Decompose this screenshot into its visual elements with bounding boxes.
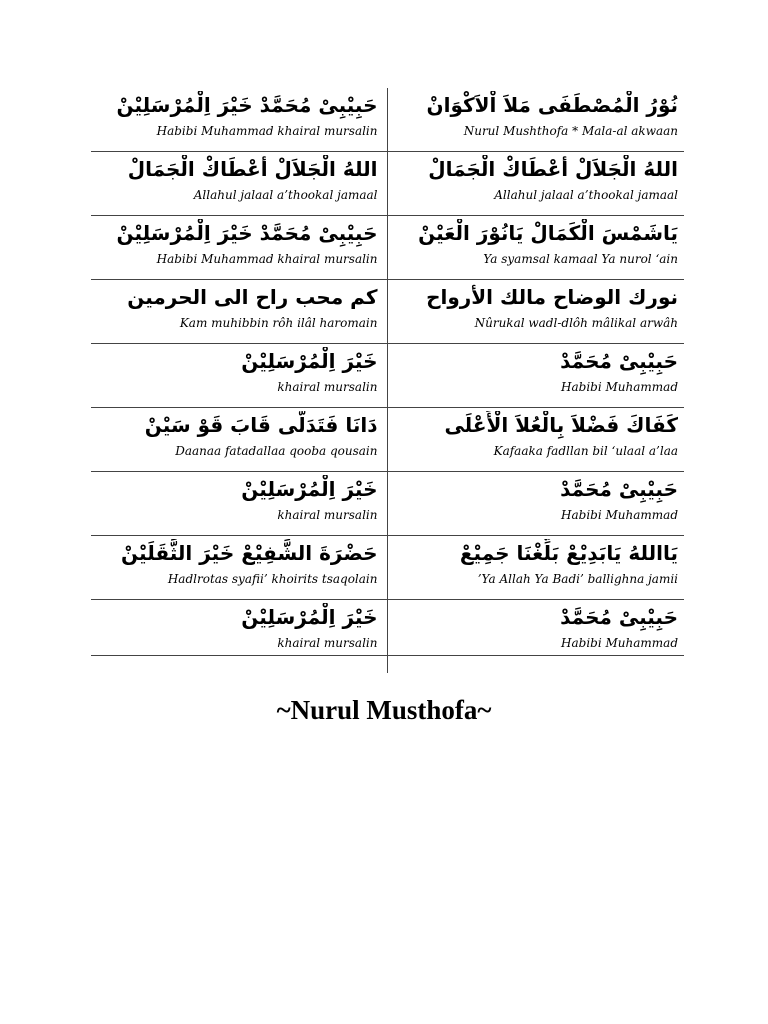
transliteration: Allahul jalaal a’thookal jamaal	[494, 188, 678, 202]
transliteration: Nûrukal wadl-dlôh mâlikal arwâh	[474, 316, 678, 330]
lyrics-cell-left	[91, 152, 388, 215]
transliteration: Hadlrotas syafii’ khoirits tsaqolain	[167, 572, 378, 586]
transliteration: Habibi Muhammad	[561, 636, 678, 650]
lyrics-cell-left	[91, 216, 388, 279]
transliteration: khairal mursalin	[277, 380, 378, 394]
lyrics-cell-left	[91, 88, 388, 151]
lyrics-row-8	[91, 536, 684, 600]
lyrics-cell-right	[388, 152, 685, 215]
lyrics-cell-right	[388, 280, 685, 343]
lyrics-row-1	[91, 88, 684, 152]
transliteration: Habibi Muhammad	[561, 380, 678, 394]
arabic-verse: حَبِيْبِىْ مُحَمَّدْ	[560, 349, 678, 373]
transliteration: Habibi Muhammad	[561, 508, 678, 522]
arabic-verse: خَيْرَ اِلْمُرْسَلِيْنْ	[241, 349, 378, 373]
arabic-verse: حَبِيْبِىْ مُحَمَّدْ خَيْرَ اِلْمُرْسَلِيْنْ	[116, 221, 378, 245]
lyrics-cell-right	[388, 88, 685, 151]
lyrics-row-9	[91, 600, 684, 656]
column-divider-stub	[387, 655, 388, 673]
lyrics-cell-left	[91, 600, 388, 655]
transliteration: khairal mursalin	[277, 636, 378, 650]
transliteration: Habibi Muhammad khairal mursalin	[156, 124, 378, 138]
page-title: ~Nurul Musthofa~	[276, 695, 492, 725]
arabic-verse: حَبِيْبِىْ مُحَمَّدْ	[560, 477, 678, 501]
transliteration: khairal mursalin	[277, 508, 378, 522]
transliteration: Ya syamsal kamaal Ya nurol ‘ain	[483, 252, 678, 266]
arabic-verse: نورك الوضاح مالك الأرواح	[426, 285, 678, 309]
arabic-verse: دَانَا فَتَدَلَّى قَابَ قَوْ سَيْنْ	[144, 413, 378, 437]
arabic-verse: اللهُ الْجَلاَلْ أَعْطَاكْ الْجَمَالْ	[428, 157, 678, 181]
transliteration: Habibi Muhammad khairal mursalin	[156, 252, 378, 266]
lyrics-table	[91, 88, 684, 656]
lyrics-cell-right	[388, 344, 685, 407]
transliteration: Allahul jalaal a’thookal jamaal	[193, 188, 378, 202]
arabic-verse: كم محب راح الى الحرمين	[127, 285, 378, 309]
lyrics-row-6	[91, 408, 684, 472]
lyrics-row-5	[91, 344, 684, 408]
transliteration: Kam muhibbin rôh ilâl haromain	[179, 316, 378, 330]
lyrics-row-4	[91, 280, 684, 344]
lyrics-cell-right	[388, 600, 685, 655]
lyrics-cell-left	[91, 408, 388, 471]
arabic-verse: اللهُ الْجَلاَلْ أَعْطَاكْ الْجَمَالْ	[127, 157, 378, 181]
arabic-verse: خَيْرَ اِلْمُرْسَلِيْنْ	[241, 605, 378, 629]
lyrics-row-3	[91, 216, 684, 280]
arabic-verse: يَاشَمْسَ الْكَمَالْ يَانُوْرَ الْعَيْنْ	[418, 221, 678, 245]
arabic-verse: خَيْرَ اِلْمُرْسَلِيْنْ	[241, 477, 378, 501]
arabic-verse: كَفَاكَ فَضْلاَ بِالْعُلاَ الْأَعْلَى	[444, 413, 678, 437]
lyrics-row-7	[91, 472, 684, 536]
lyrics-cell-right	[388, 536, 685, 599]
arabic-verse: حَبِيْبِىْ مُحَمَّدْ خَيْرَ اِلْمُرْسَلِيْنْ	[116, 93, 378, 117]
arabic-verse: يَااللهُ يَابَدِيْعْ بَلِّغْنَا جَمِيْعْ	[459, 541, 678, 565]
lyrics-cell-left	[91, 280, 388, 343]
transliteration: ’Ya Allah Ya Badi’ ballighna jamii	[477, 572, 678, 586]
arabic-verse: نُوْرُ الْمُصْطَفَى مَلاَ اْلاَكْوَانْ	[426, 93, 678, 117]
transliteration: Nurul Mushthofa * Mala-al akwaan	[463, 124, 678, 138]
lyrics-row-2	[91, 152, 684, 216]
lyrics-cell-right	[388, 472, 685, 535]
lyrics-cell-left	[91, 472, 388, 535]
arabic-verse: حَبِيْبِىْ مُحَمَّدْ	[560, 605, 678, 629]
lyrics-cell-right	[388, 408, 685, 471]
transliteration: Daanaa fatadallaa qooba qousain	[175, 444, 378, 458]
lyrics-cell-right	[388, 216, 685, 279]
lyrics-cell-left	[91, 344, 388, 407]
lyrics-cell-left	[91, 536, 388, 599]
transliteration: Kafaaka fadllan bil ‘ulaal a’laa	[493, 444, 678, 458]
arabic-verse: حَضْرَةَ الشَّفِيْعْ خَيْرَ الثَّقَلَيْنْ	[121, 541, 378, 565]
